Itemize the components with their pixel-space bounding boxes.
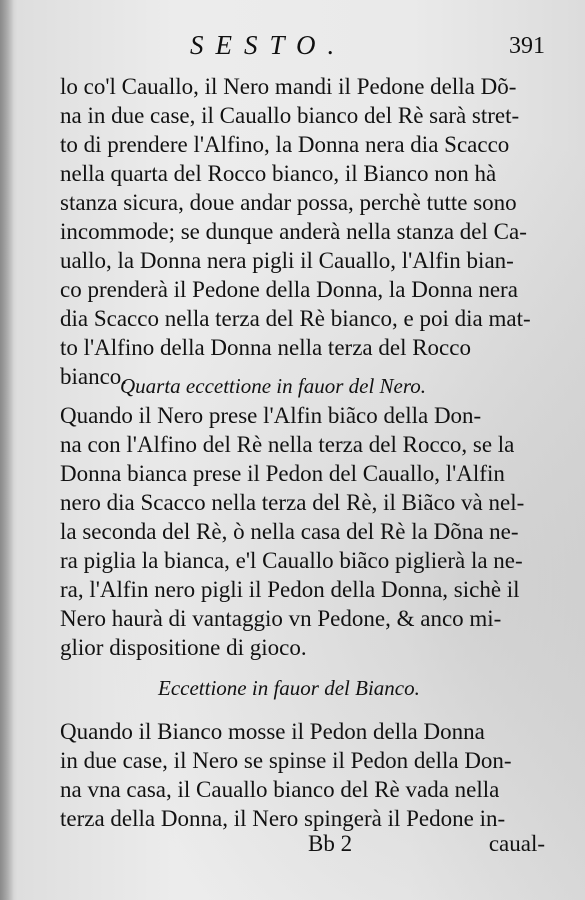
page-number: 391 — [509, 33, 545, 59]
paragraph-quarta-eccettione — [60, 401, 565, 662]
paragraph-eccettione-bianco — [60, 717, 565, 833]
text-line: na in due case, il Cauallo bianco del Rè sarà stret- — [60, 103, 520, 128]
text-line: Nero haurà di vantaggio vn Pedone, & anco mi- — [60, 606, 502, 631]
section-heading-quarta-eccettione: Quarta eccettione in fauor del Nero. — [120, 374, 426, 398]
section-heading-eccettione-bianco: Eccettione in fauor del Bianco. — [158, 676, 420, 700]
text-line: bianco. — [60, 364, 128, 389]
catchword: caual- — [488, 831, 545, 856]
text-line: stanza sicura, doue andar possa, perchè tutte sono — [60, 190, 517, 215]
text-line: la seconda del Rè, ò nella casa del Rè la Dõna ne- — [60, 519, 519, 544]
paragraph-continued — [60, 72, 565, 391]
text-line: na vna casa, il Cauallo bianco del Rè vada nella — [60, 777, 500, 802]
text-line: ra piglia la bianca, e'l Cauallo biãco piglierà la ne- — [60, 548, 523, 573]
running-head: SESTO. — [190, 30, 347, 60]
text-line: co prenderà il Pedone della Donna, la Donna nera — [60, 277, 518, 302]
text-line: terza della Donna, il Nero spingerà il Pedone in- — [60, 806, 506, 831]
text-line: incommode; se dunque anderà nella stanza del Ca- — [60, 219, 527, 244]
text-line: lo co'l Cauallo, il Nero mandi il Pedone della Dõ- — [60, 74, 517, 99]
text-line: Quando il Bianco mosse il Pedon della Donna — [60, 719, 485, 744]
gutter-shadow — [0, 0, 14, 900]
signature-mark: Bb 2 — [308, 831, 353, 856]
text-line: dia Scacco nella terza del Rè bianco, e poi dia mat- — [60, 306, 531, 331]
text-line: na con l'Alfino del Rè nella terza del Rocco, se la — [60, 432, 515, 457]
text-line: nella quarta del Rocco bianco, il Bianco non hà — [60, 161, 497, 186]
text-line: in due case, il Nero se spinse il Pedon della Don- — [60, 748, 512, 773]
text-line: Donna bianca prese il Pedon del Cauallo, l'Alfin — [60, 461, 505, 486]
text-line: ra, l'Alfin nero pigli il Pedon della Donna, sichè il — [60, 577, 520, 602]
text-line: uallo, la Donna nera pigli il Cauallo, l'Alfin bian- — [60, 248, 514, 273]
text-line: nero dia Scacco nella terza del Rè, il Biãco và nel- — [60, 490, 525, 515]
text-line: to di prendere l'Alfino, la Donna nera dia Scacco — [60, 132, 510, 157]
text-line: Quando il Nero prese l'Alfin biãco della Don- — [60, 403, 482, 428]
text-line: to l'Alfino della Donna nella terza del Rocco — [60, 335, 471, 360]
text-line: glior dispositione di gioco. — [60, 635, 307, 660]
